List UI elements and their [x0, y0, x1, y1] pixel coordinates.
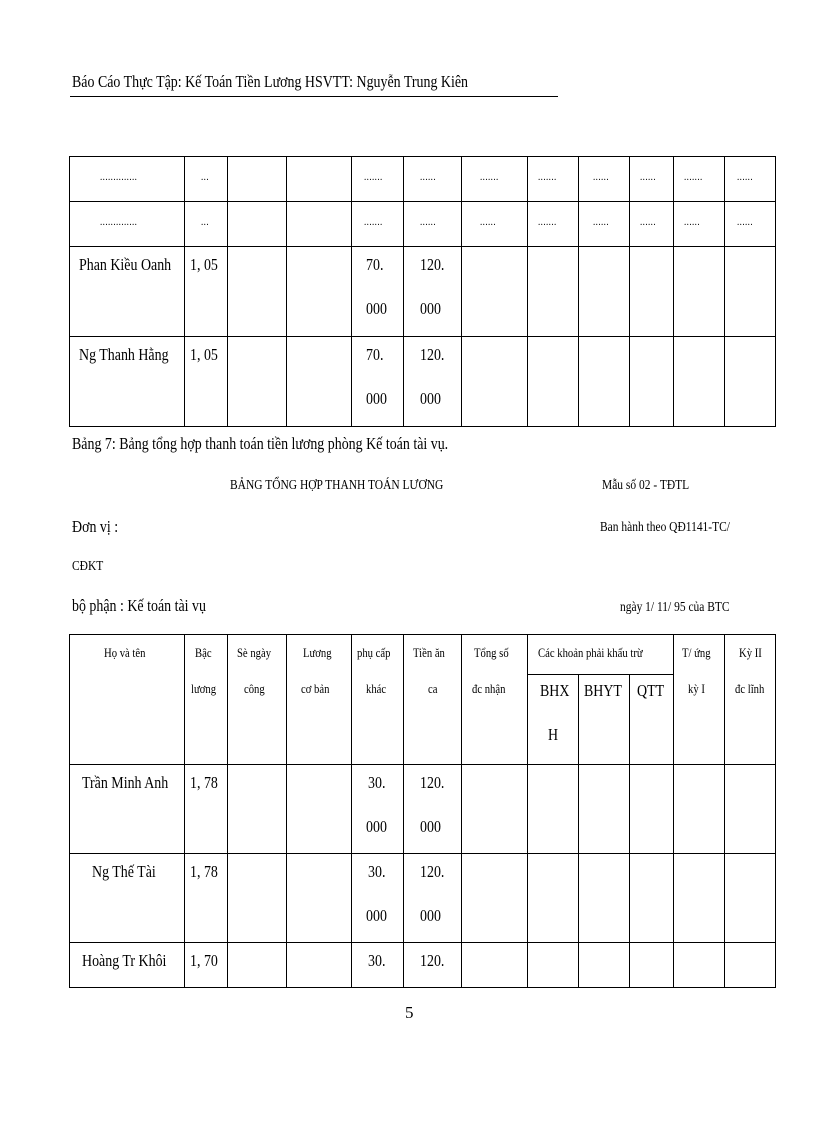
- table-row: [70, 765, 776, 854]
- dot-cell: ......: [640, 216, 656, 228]
- dot-cell: .......: [364, 216, 383, 228]
- dot-cell: .......: [538, 216, 557, 228]
- dot-cell: ..............: [100, 216, 138, 228]
- header-row: [70, 635, 776, 675]
- payroll-summary-table: [69, 634, 776, 988]
- dot-cell: ......: [593, 216, 609, 228]
- salary-coef: 1, 05: [190, 345, 218, 364]
- allowance: 70.: [366, 255, 384, 274]
- dot-cell: ......: [640, 171, 656, 183]
- header-base-cont: cơ bản: [301, 681, 330, 696]
- allowance: 30.: [368, 773, 386, 792]
- dot-cell: .......: [364, 171, 383, 183]
- header-meal: Tiền ăn: [413, 645, 445, 660]
- header-total: Tổng số: [474, 645, 509, 660]
- header-underline: [70, 96, 558, 97]
- header-advance: T/ ứng: [682, 645, 711, 660]
- dot-cell: .......: [684, 171, 703, 183]
- employee-name: Ng Thế Tài: [92, 862, 156, 881]
- header-total-cont: đc nhận: [472, 681, 506, 696]
- header-qtt: QTT: [637, 681, 665, 700]
- meal-allowance: 120.: [420, 951, 445, 970]
- form-title: BẢNG TỔNG HỢP THANH TOÁN LƯƠNG: [230, 478, 444, 493]
- employee-name: Trần Minh Anh: [82, 773, 169, 792]
- table-caption: Bảng 7: Bảng tổng hợp thanh toán tiền lương phòng Kế toán tài vụ.: [72, 434, 449, 453]
- page-number: 5: [405, 1003, 414, 1022]
- salary-coef: 1, 70: [190, 951, 218, 970]
- meal-allowance: 120.: [420, 345, 445, 364]
- header-allowance: phụ cấp: [357, 645, 391, 660]
- header-days: Sè ngày: [237, 645, 272, 660]
- department-label: bộ phận : Kế toán tài vụ: [72, 596, 206, 615]
- header-advance-cont: kỳ I: [688, 681, 705, 696]
- table-continuation: [69, 156, 776, 427]
- dot-cell: ...: [201, 171, 209, 183]
- dot-cell: ...: [201, 216, 209, 228]
- salary-coef: 1, 78: [190, 862, 218, 881]
- meal-allowance-cont: 000: [420, 299, 441, 318]
- dot-cell: .......: [538, 171, 557, 183]
- dot-cell: .......: [480, 171, 499, 183]
- dot-cell: ......: [480, 216, 496, 228]
- header-name: Họ và tên: [104, 645, 146, 660]
- dot-cell: ......: [737, 171, 753, 183]
- dot-cell: ..............: [100, 171, 138, 183]
- dot-cell: ......: [684, 216, 700, 228]
- allowance-cont: 000: [366, 299, 387, 318]
- header-base: Lương: [303, 645, 332, 660]
- meal-allowance: 120.: [420, 255, 445, 274]
- cdkt-label: CĐKT: [72, 559, 104, 574]
- allowance-cont: 000: [366, 389, 387, 408]
- header-allowance-cont: khác: [366, 681, 387, 696]
- dot-cell: ......: [420, 216, 436, 228]
- form-code: Mẫu số 02 - TĐTL: [602, 478, 690, 493]
- dot-cell: ......: [593, 171, 609, 183]
- header-grade: Bậc: [195, 645, 212, 660]
- table-row: [70, 337, 776, 427]
- meal-allowance: 120.: [420, 773, 445, 792]
- meal-allowance-cont: 000: [420, 906, 441, 925]
- page-header: Báo Cáo Thực Tập: Kế Toán Tiền Lương HSVTT: Nguyễn Trung Kiên: [72, 72, 469, 91]
- employee-name: Ng Thanh Hằng: [79, 345, 169, 364]
- issue-date: ngày 1/ 11/ 95 của BTC: [620, 600, 730, 615]
- header-period2: Kỳ II: [739, 645, 762, 660]
- header-grade-cont: lương: [191, 681, 217, 696]
- table-row: [70, 202, 776, 247]
- table-row: [70, 854, 776, 943]
- dot-cell: ......: [420, 171, 436, 183]
- table-row: [70, 157, 776, 202]
- table-row: [70, 247, 776, 337]
- allowance: 30.: [368, 951, 386, 970]
- meal-allowance: 120.: [420, 862, 445, 881]
- header-bhxh: BHX: [540, 681, 570, 700]
- employee-name: Hoàng Tr Khôi: [82, 951, 167, 970]
- meal-allowance-cont: 000: [420, 389, 441, 408]
- meal-allowance-cont: 000: [420, 817, 441, 836]
- header-deductions: Các khoản phải khấu trừ: [538, 645, 643, 660]
- table-row: [70, 943, 776, 988]
- header-bhyt: BHYT: [584, 681, 622, 700]
- header-days-cont: công: [244, 681, 265, 696]
- header-period2-cont: đc lĩnh: [735, 681, 765, 696]
- header-meal-cont: ca: [428, 681, 438, 696]
- header-bhxh-cont: H: [548, 725, 559, 744]
- issued-by: Ban hành theo QĐ1141-TC/: [600, 520, 730, 535]
- allowance: 30.: [368, 862, 386, 881]
- salary-coef: 1, 05: [190, 255, 218, 274]
- allowance-cont: 000: [366, 906, 387, 925]
- salary-coef: 1, 78: [190, 773, 218, 792]
- employee-name: Phan Kiều Oanh: [79, 255, 172, 274]
- dot-cell: ......: [737, 216, 753, 228]
- allowance-cont: 000: [366, 817, 387, 836]
- unit-label: Đơn vị :: [72, 517, 119, 536]
- allowance: 70.: [366, 345, 384, 364]
